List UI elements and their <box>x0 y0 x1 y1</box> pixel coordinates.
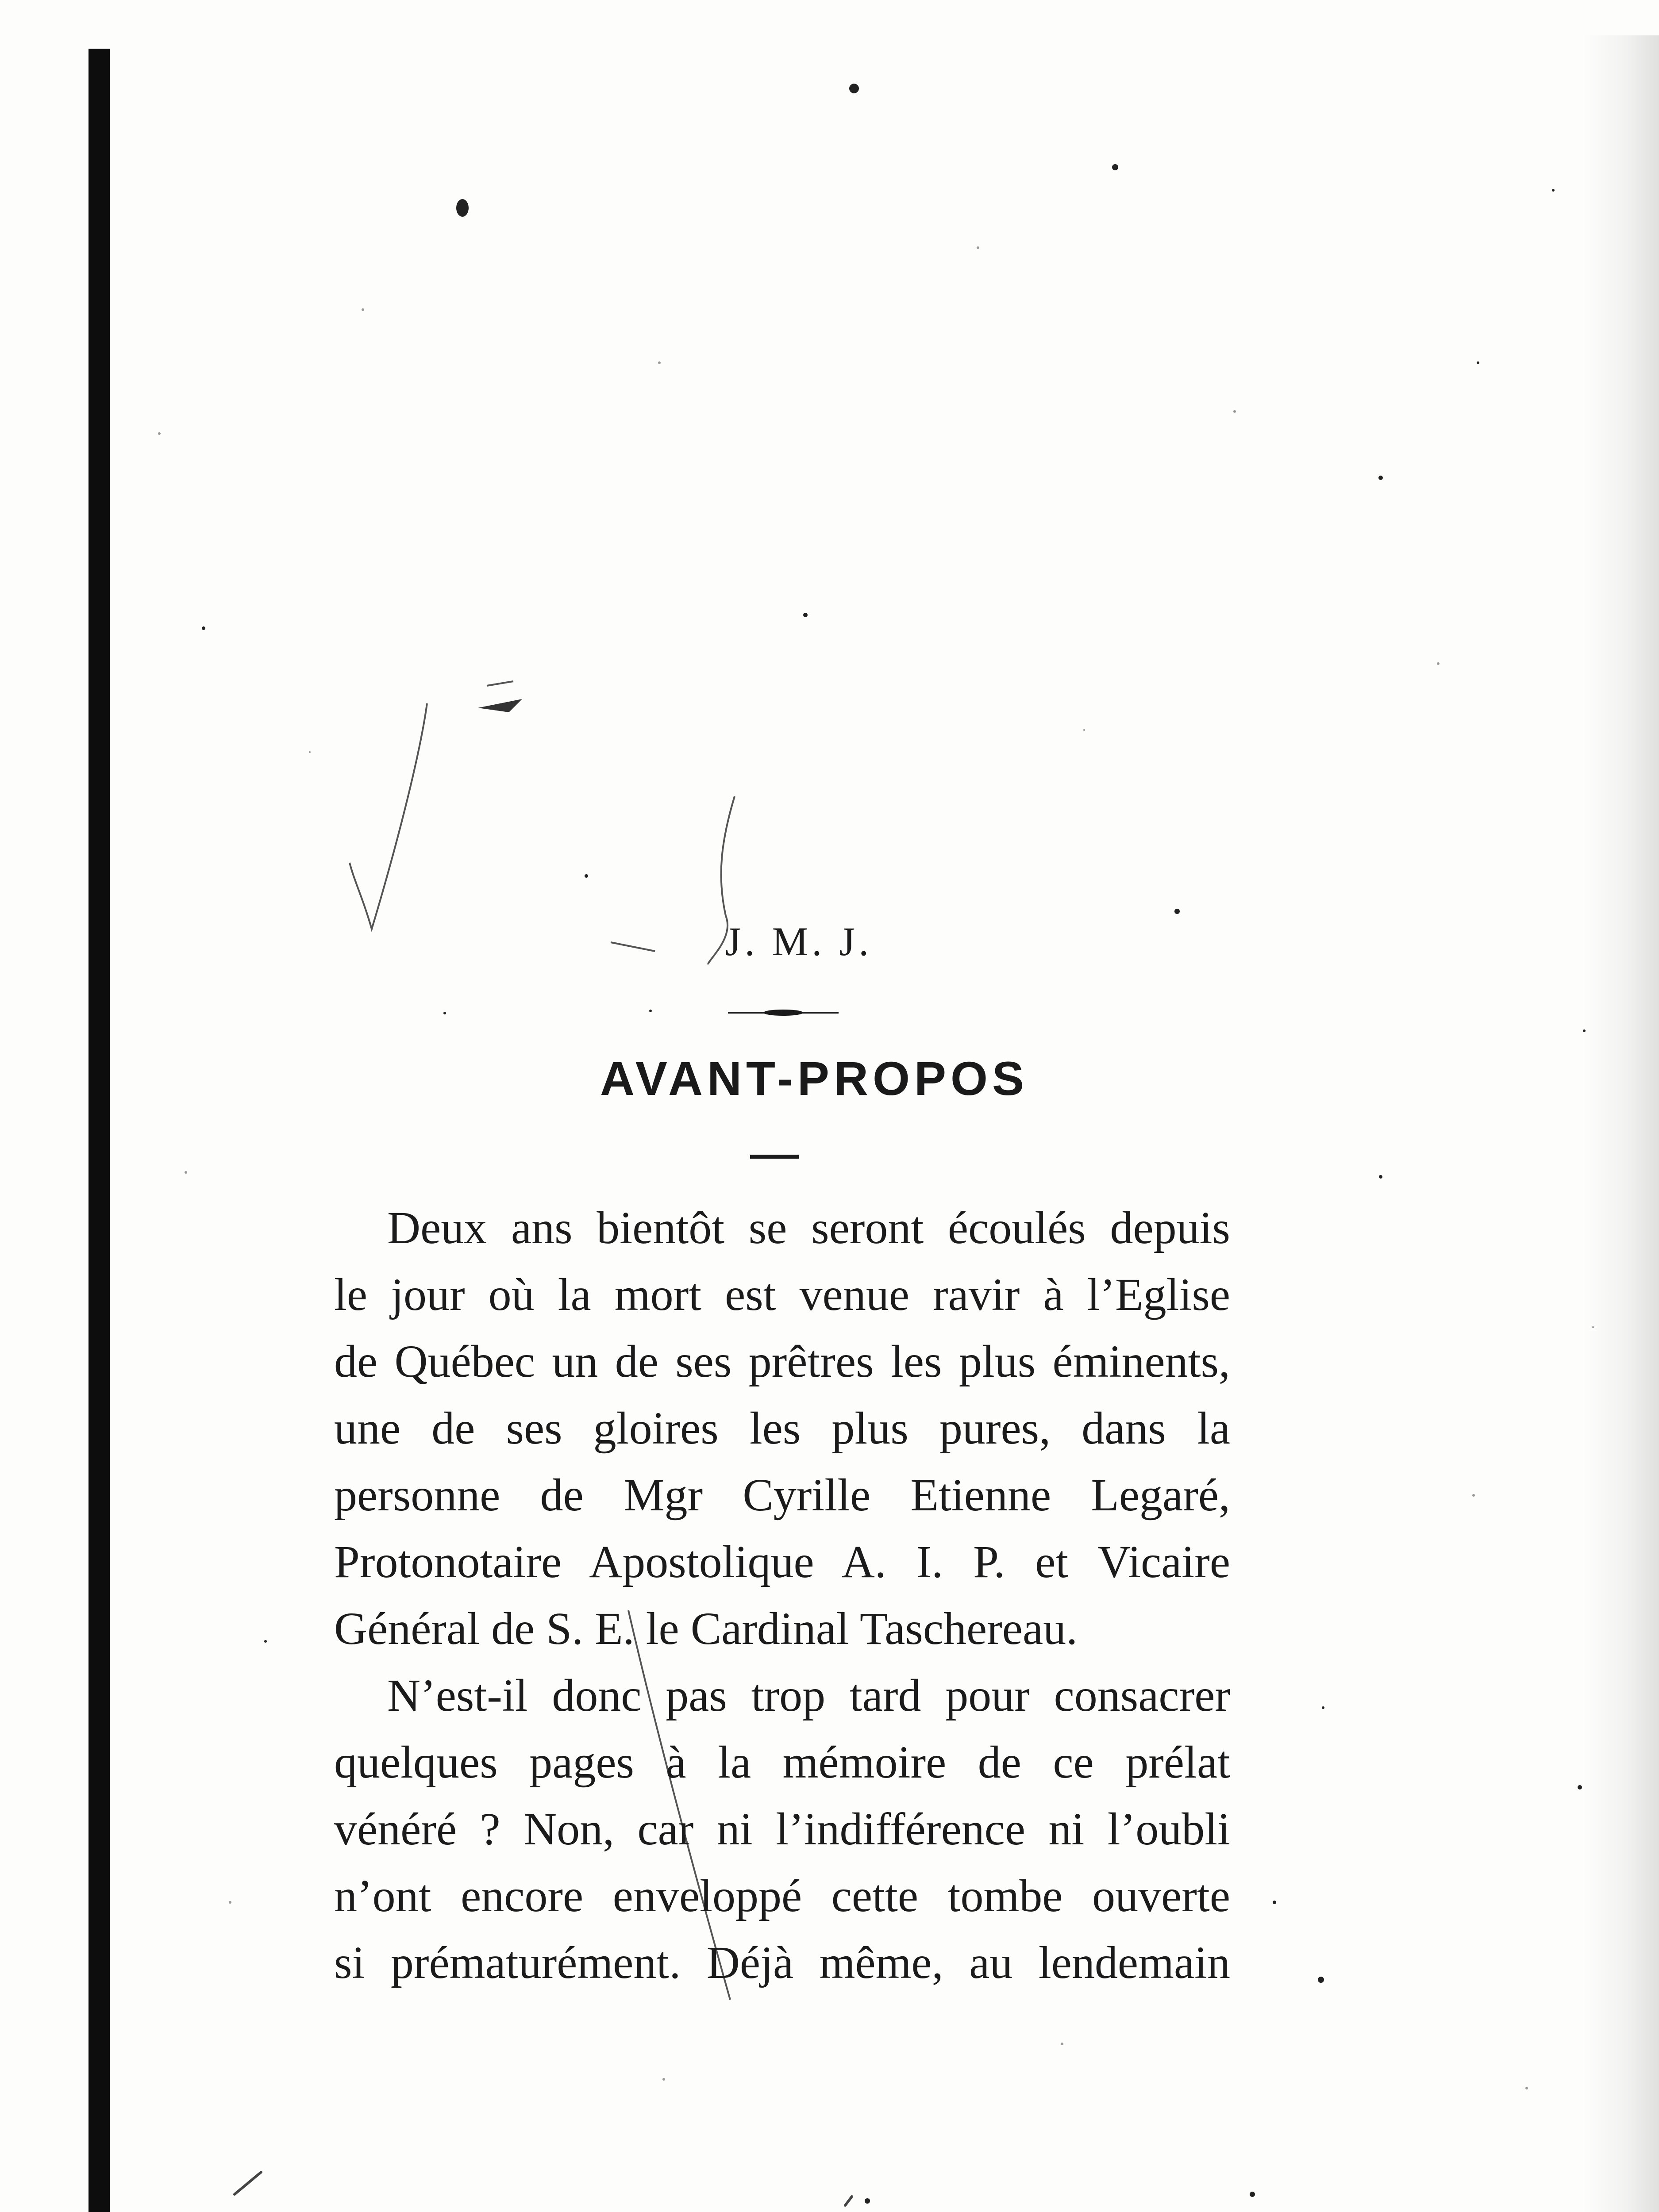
body-text <box>334 1194 1230 1996</box>
text-line: de Québec un de ses prêtres les plus éminents, <box>334 1336 1230 1387</box>
text-line: Général de S. E. le Cardinal Taschereau. <box>334 1603 1078 1654</box>
page-title: AVANT-PROPOS <box>600 1052 1029 1105</box>
ornamental-rule <box>728 1010 839 1016</box>
text-line: une de ses gloires les plus pures, dans la <box>334 1403 1230 1454</box>
paragraph <box>334 1194 1230 1662</box>
text-line: le jour où la mort est venue ravir à l’Eglise <box>334 1269 1230 1320</box>
monogram-heading: J. M. J. <box>725 919 873 964</box>
title-underline <box>750 1155 799 1159</box>
text-line: Deux ans bientôt se seront écoulés depuis <box>387 1202 1230 1253</box>
text-line: quelques pages à la mémoire de ce prélat <box>334 1737 1230 1788</box>
text-line: n’ont encore enveloppé cette tombe ouverte <box>334 1870 1230 1921</box>
text-line: vénéré ? Non, car ni l’indifférence ni l’oubli <box>334 1804 1230 1855</box>
text-line: Protonotaire Apostolique A. I. P. et Vicaire <box>334 1536 1230 1587</box>
paragraph <box>334 1662 1230 1996</box>
text-line: si prématurément. Déjà même, au lendemain <box>334 1937 1230 1988</box>
text-line: personne de Mgr Cyrille Etienne Legaré, <box>334 1470 1230 1521</box>
text-line: N’est-il donc pas trop tard pour consacrer <box>387 1670 1230 1721</box>
